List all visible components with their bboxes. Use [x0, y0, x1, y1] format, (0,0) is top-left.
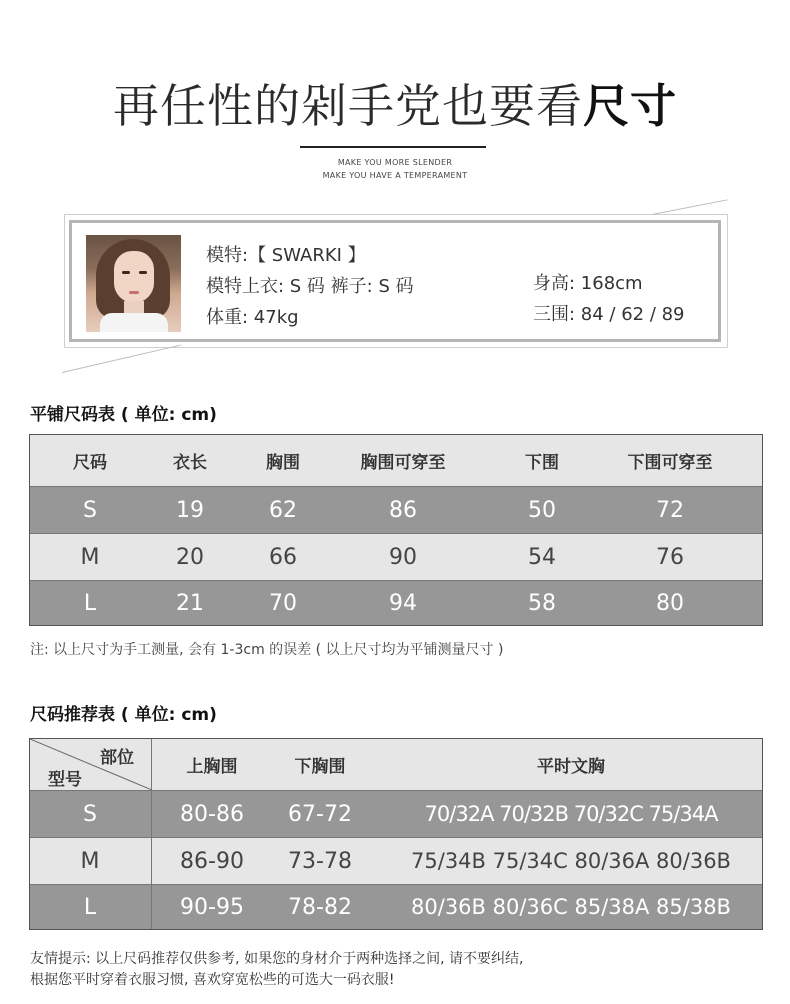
- table-cell: 75/34B 75/34C 80/36A 80/36B: [411, 849, 731, 873]
- model-height: 身高: 168cm: [533, 273, 643, 294]
- table-cell: 70: [269, 590, 297, 616]
- col-header: 下围可穿至: [627, 453, 713, 473]
- col-header: 尺码: [73, 453, 107, 473]
- col-header: 下围: [525, 453, 559, 473]
- table-cell: 66: [269, 544, 297, 570]
- col-header: 上胸围: [186, 757, 238, 777]
- decor-line-bottom: [62, 345, 181, 373]
- recommend-size-heading: 尺码推荐表 ( 单位: cm): [30, 705, 217, 725]
- table-cell: S: [83, 801, 97, 827]
- page-title: [0, 76, 790, 136]
- table-cell: 58: [528, 590, 556, 616]
- table-cell: 20: [176, 544, 204, 570]
- table-row: [30, 487, 762, 533]
- table-cell: 80: [656, 590, 684, 616]
- table-cell: L: [83, 590, 97, 616]
- subtitle-line2: MAKE YOU HAVE A TEMPERAMENT: [322, 171, 468, 180]
- table-cell: 50: [528, 497, 556, 523]
- table-row: [30, 534, 762, 580]
- model-photo: [86, 235, 181, 332]
- col-header: 胸围: [266, 453, 300, 473]
- table-cell: 70/32A 70/32B 70/32C 75/34A: [424, 802, 718, 826]
- table-cell: L: [83, 894, 97, 920]
- table-header-row: [30, 435, 762, 486]
- column-divider: [151, 739, 152, 929]
- title-normal: 再任性的剁手党也要看: [113, 79, 583, 133]
- table-cell: 72: [656, 497, 684, 523]
- table-header-row: [30, 739, 762, 790]
- table-cell: M: [80, 848, 100, 874]
- table-cell: 80/36B 80/36C 85/38A 85/38B: [411, 895, 731, 919]
- table-row: [30, 791, 762, 837]
- model-weight: 体重: 47kg: [206, 307, 299, 328]
- table-cell: 67-72: [288, 801, 352, 827]
- table-cell: 76: [656, 544, 684, 570]
- table-cell: 21: [176, 590, 204, 616]
- tip-line2: 根据您平时穿着衣服习惯, 喜欢穿宽松些的可选大一码衣服!: [30, 972, 395, 988]
- subtitle-line1: MAKE YOU MORE SLENDER: [337, 158, 453, 167]
- col-header: 胸围可穿至: [360, 453, 446, 473]
- flat-size-table: [29, 434, 763, 626]
- table-cell: 73-78: [288, 848, 352, 874]
- table-cell: M: [80, 544, 100, 570]
- size-recommend-table: [29, 738, 763, 930]
- corner-header: [30, 739, 152, 790]
- model-name: 模特:【 SWARKI 】: [206, 245, 366, 266]
- table-cell: 62: [269, 497, 297, 523]
- col-header: 衣长: [173, 453, 207, 473]
- table-cell: 78-82: [288, 894, 352, 920]
- col-header: 下胸围: [294, 757, 346, 777]
- table-cell: 86-90: [180, 848, 244, 874]
- table-row: [30, 885, 762, 929]
- model-measurements: 三围: 84 / 62 / 89: [533, 304, 685, 325]
- table-cell: S: [83, 497, 97, 523]
- table-row: [30, 838, 762, 884]
- table-row: [30, 581, 762, 625]
- corner-label-size: 型号: [48, 770, 82, 790]
- table-cell: 94: [389, 590, 417, 616]
- title-underline: [300, 146, 486, 148]
- table-cell: 19: [176, 497, 204, 523]
- table-cell: 80-86: [180, 801, 244, 827]
- flat-size-heading: 平铺尺码表 ( 单位: cm): [30, 405, 217, 425]
- table-cell: 86: [389, 497, 417, 523]
- tip-line1: 友情提示: 以上尺码推荐仅供参考, 如果您的身材介于两种选择之间, 请不要纠结,: [30, 951, 524, 967]
- table-cell: 90: [389, 544, 417, 570]
- col-header: 平时文胸: [537, 757, 605, 777]
- table-cell: 90-95: [180, 894, 244, 920]
- decor-line-top: [652, 199, 728, 215]
- measurement-note: 注: 以上尺寸为手工测量, 会有 1-3cm 的误差 ( 以上尺寸均为平铺测量尺寸 ): [30, 642, 504, 658]
- table-cell: 54: [528, 544, 556, 570]
- model-clothing-size: 模特上衣: S 码 裤子: S 码: [206, 276, 414, 297]
- title-bold: 尺寸: [583, 79, 677, 133]
- corner-label-part: 部位: [100, 748, 134, 768]
